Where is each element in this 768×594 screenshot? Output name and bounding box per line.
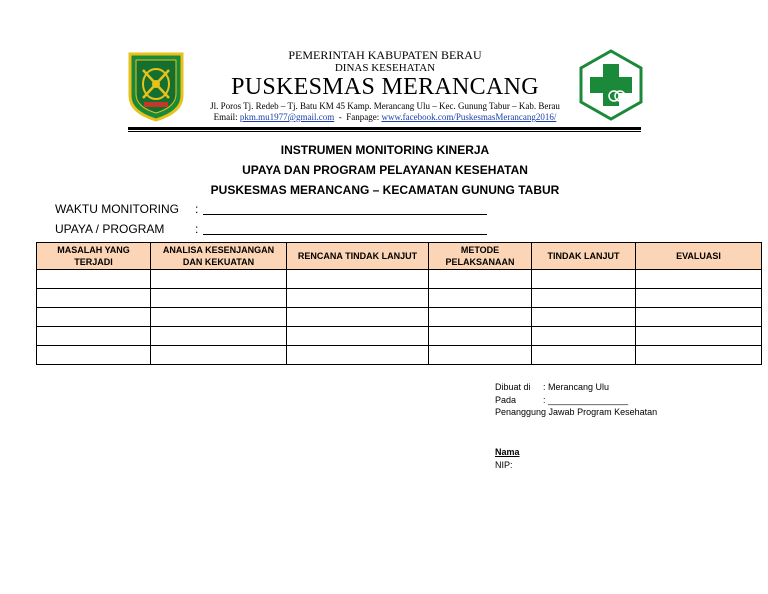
table-row: [37, 327, 762, 346]
field-line-waktu[interactable]: [203, 214, 487, 215]
table-cell[interactable]: [287, 346, 429, 365]
fanpage-label: Fanpage:: [346, 112, 380, 122]
puskesmas-cross-logo-icon: [578, 48, 644, 122]
header-rule-thick: [128, 127, 641, 130]
table-cell[interactable]: [37, 327, 151, 346]
table-cell[interactable]: [151, 327, 287, 346]
table-row: [37, 270, 762, 289]
col-header-evaluasi: EVALUASI: [636, 243, 762, 270]
field-label-upaya: UPAYA / PROGRAM: [55, 222, 165, 236]
table-cell[interactable]: [287, 289, 429, 308]
table-cell[interactable]: [636, 270, 762, 289]
doc-title-line1: INSTRUMEN MONITORING KINERJA: [280, 143, 490, 157]
table-row: [37, 289, 762, 308]
col-header-masalah: MASALAH YANG TERJADI: [37, 243, 151, 270]
table-cell[interactable]: [37, 270, 151, 289]
date-value[interactable]: : ________________: [543, 395, 629, 405]
email-link[interactable]: pkm.mu1977@gmail.com: [239, 112, 335, 122]
table-cell[interactable]: [287, 270, 429, 289]
table-cell[interactable]: [532, 327, 636, 346]
table-cell[interactable]: [636, 327, 762, 346]
table-header-row: [37, 243, 762, 270]
table-cell[interactable]: [636, 308, 762, 327]
table-cell[interactable]: [287, 308, 429, 327]
col-header-rencana: RENCANA TINDAK LANJUT: [287, 243, 429, 270]
table-cell[interactable]: [151, 270, 287, 289]
table-cell[interactable]: [151, 308, 287, 327]
table-cell[interactable]: [532, 346, 636, 365]
table-cell[interactable]: [287, 327, 429, 346]
doc-title-line2: UPAYA DAN PROGRAM PELAYANAN KESEHATAN: [242, 163, 528, 177]
table-cell[interactable]: [429, 270, 532, 289]
separator: -: [338, 112, 342, 122]
contact-line: [200, 112, 570, 122]
field-line-upaya[interactable]: [203, 234, 487, 235]
date-label: Pada: [495, 395, 517, 405]
signatory-nip: NIP:: [495, 460, 513, 470]
table-cell[interactable]: [429, 308, 532, 327]
table-cell[interactable]: [151, 346, 287, 365]
field-colon-upaya: :: [195, 222, 199, 236]
table-cell[interactable]: [429, 346, 532, 365]
table-cell[interactable]: [151, 289, 287, 308]
header-rule-thin: [128, 131, 641, 132]
made-at-value: : Merancang Ulu: [543, 382, 610, 392]
doc-title-line3: PUSKESMAS MERANCANG – KECAMATAN GUNUNG TABUR: [210, 183, 560, 197]
table-cell[interactable]: [636, 346, 762, 365]
fanpage-link[interactable]: www.facebook.com/PuskesmasMerancang2016/: [381, 112, 557, 122]
made-at-label: Dibuat di: [495, 382, 531, 392]
table-cell[interactable]: [532, 289, 636, 308]
col-header-tindak-lanjut: TINDAK LANJUT: [532, 243, 636, 270]
col-header-metode: METODE PELAKSANAAN: [429, 243, 532, 270]
col-header-analisa: ANALISA KESENJANGAN DAN KEKUATAN: [151, 243, 287, 270]
address: Jl. Poros Tj. Redeb – Tj. Batu KM 45 Kamp. Merancang Ulu – Kec. Gunung Tabur – Kab. Berau: [210, 101, 560, 111]
table-cell[interactable]: [636, 289, 762, 308]
table-row: [37, 346, 762, 365]
table-cell[interactable]: [37, 289, 151, 308]
table-cell[interactable]: [37, 346, 151, 365]
field-colon-waktu: :: [195, 202, 199, 216]
responsible-title: Penanggung Jawab Program Kesehatan: [495, 407, 658, 417]
table-cell[interactable]: [429, 327, 532, 346]
institution-name: PUSKESMAS MERANCANG: [231, 74, 539, 100]
monitoring-table: [36, 242, 762, 365]
berau-regency-emblem-icon: [126, 50, 186, 122]
office-name: DINAS KESEHATAN: [334, 62, 436, 74]
table-cell[interactable]: [532, 270, 636, 289]
table-cell[interactable]: [429, 289, 532, 308]
signatory-name: Nama: [495, 447, 520, 457]
email-label: Email:: [213, 112, 238, 122]
table-row: [37, 308, 762, 327]
table-cell[interactable]: [532, 308, 636, 327]
table-cell[interactable]: [37, 308, 151, 327]
government-name: PEMERINTAH KABUPATEN BERAU: [288, 48, 482, 62]
field-label-waktu: WAKTU MONITORING: [55, 202, 179, 216]
